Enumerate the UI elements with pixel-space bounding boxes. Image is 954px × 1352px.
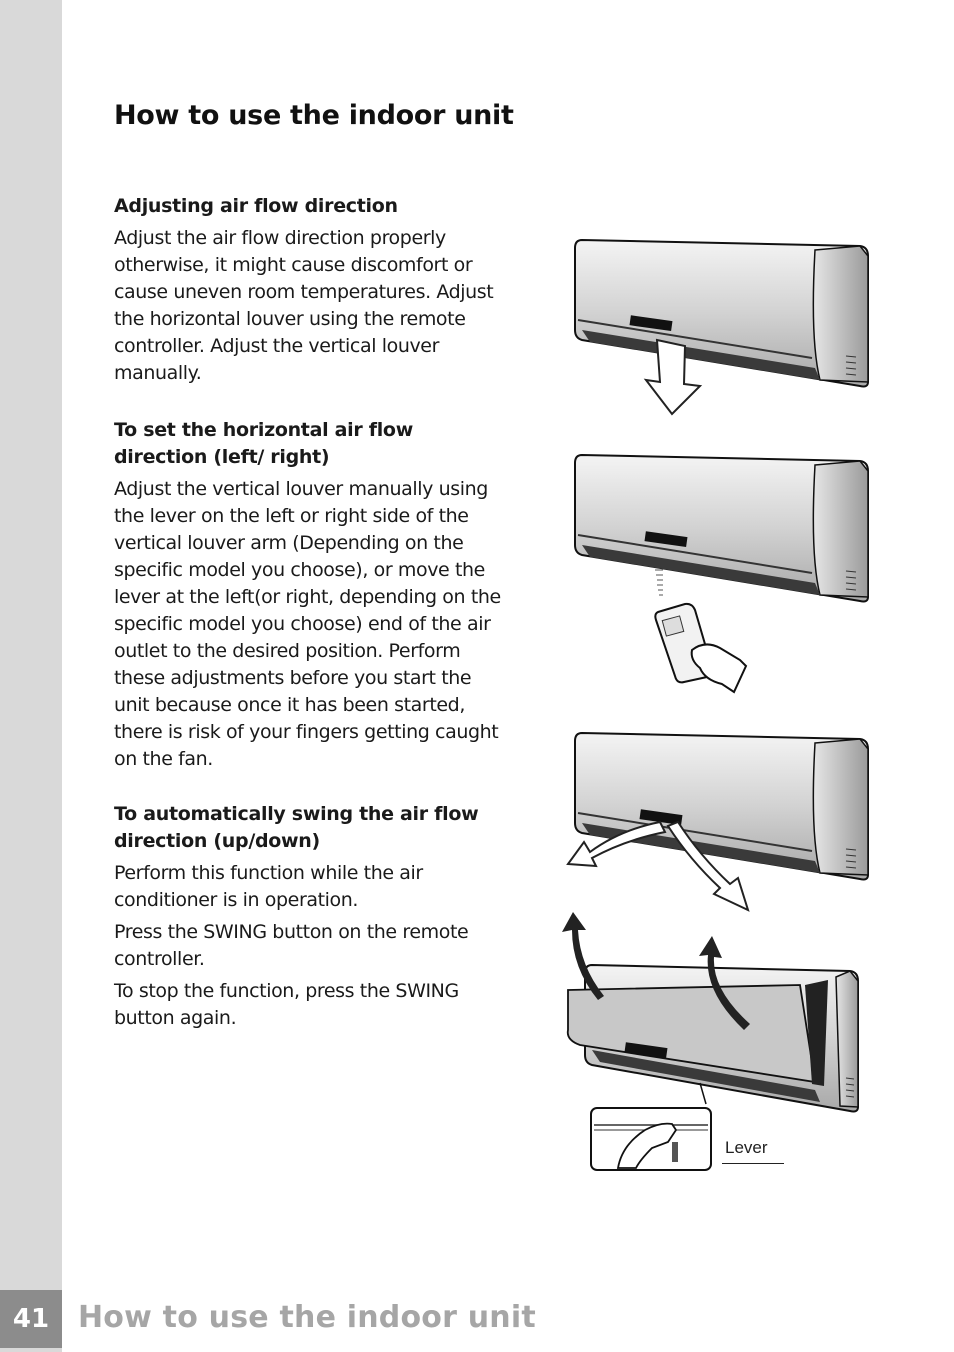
section-paragraph: Perform this function while the air conditioner is in operation. (114, 862, 423, 911)
section-paragraph: Adjust the air flow direction properly otherwise, it might cause discomfort or cause uneven room temperatures. Adjust the horizontal louver using the remote controller. Adjust the vertical louver manually. (114, 227, 494, 384)
side-bar (0, 0, 62, 1352)
section-heading: To automatically swing the air flow direction (up/down) (114, 803, 479, 852)
section-auto-swing (114, 801, 509, 1032)
unit-illustration-swing (568, 733, 868, 910)
indoor-unit-illustrations (540, 225, 900, 1185)
lever-label: Lever (725, 1138, 768, 1157)
unit-illustration-lever (562, 912, 858, 1170)
text-column (114, 193, 509, 1062)
footer-title: How to use the indoor unit (78, 1300, 536, 1335)
lever-inset (591, 1108, 711, 1170)
signal-icon (655, 570, 663, 595)
section-heading: To set the horizontal air flow direction (left/ right) (114, 419, 413, 468)
section-paragraph: Adjust the vertical louver manually using the lever on the left or right side of the vertical louver arm (Depending on the specific model you choose), or move the lever at the left(or right, depending on the specific model you choose) end of the air outlet to the desired position. Perform these adjustments before you start the unit because once it has been started, there is risk of your fingers getting caught on the fan. (114, 478, 501, 770)
hand-icon (692, 644, 746, 692)
unit-illustration-down (575, 240, 868, 414)
section-heading: Adjusting air flow direction (114, 195, 398, 217)
section-paragraph: Press the SWING button on the remote controller. (114, 921, 469, 970)
remote-controller-icon (655, 604, 746, 692)
unit-illustration-remote (575, 455, 868, 692)
section-horizontal-air-flow (114, 417, 509, 773)
section-adjusting-air-flow (114, 193, 509, 387)
section-paragraph: To stop the function, press the SWING button again. (114, 980, 459, 1029)
lever-pointer-line (722, 1163, 784, 1164)
page-number: 41 (0, 1290, 62, 1348)
page-title: How to use the indoor unit (114, 100, 514, 131)
